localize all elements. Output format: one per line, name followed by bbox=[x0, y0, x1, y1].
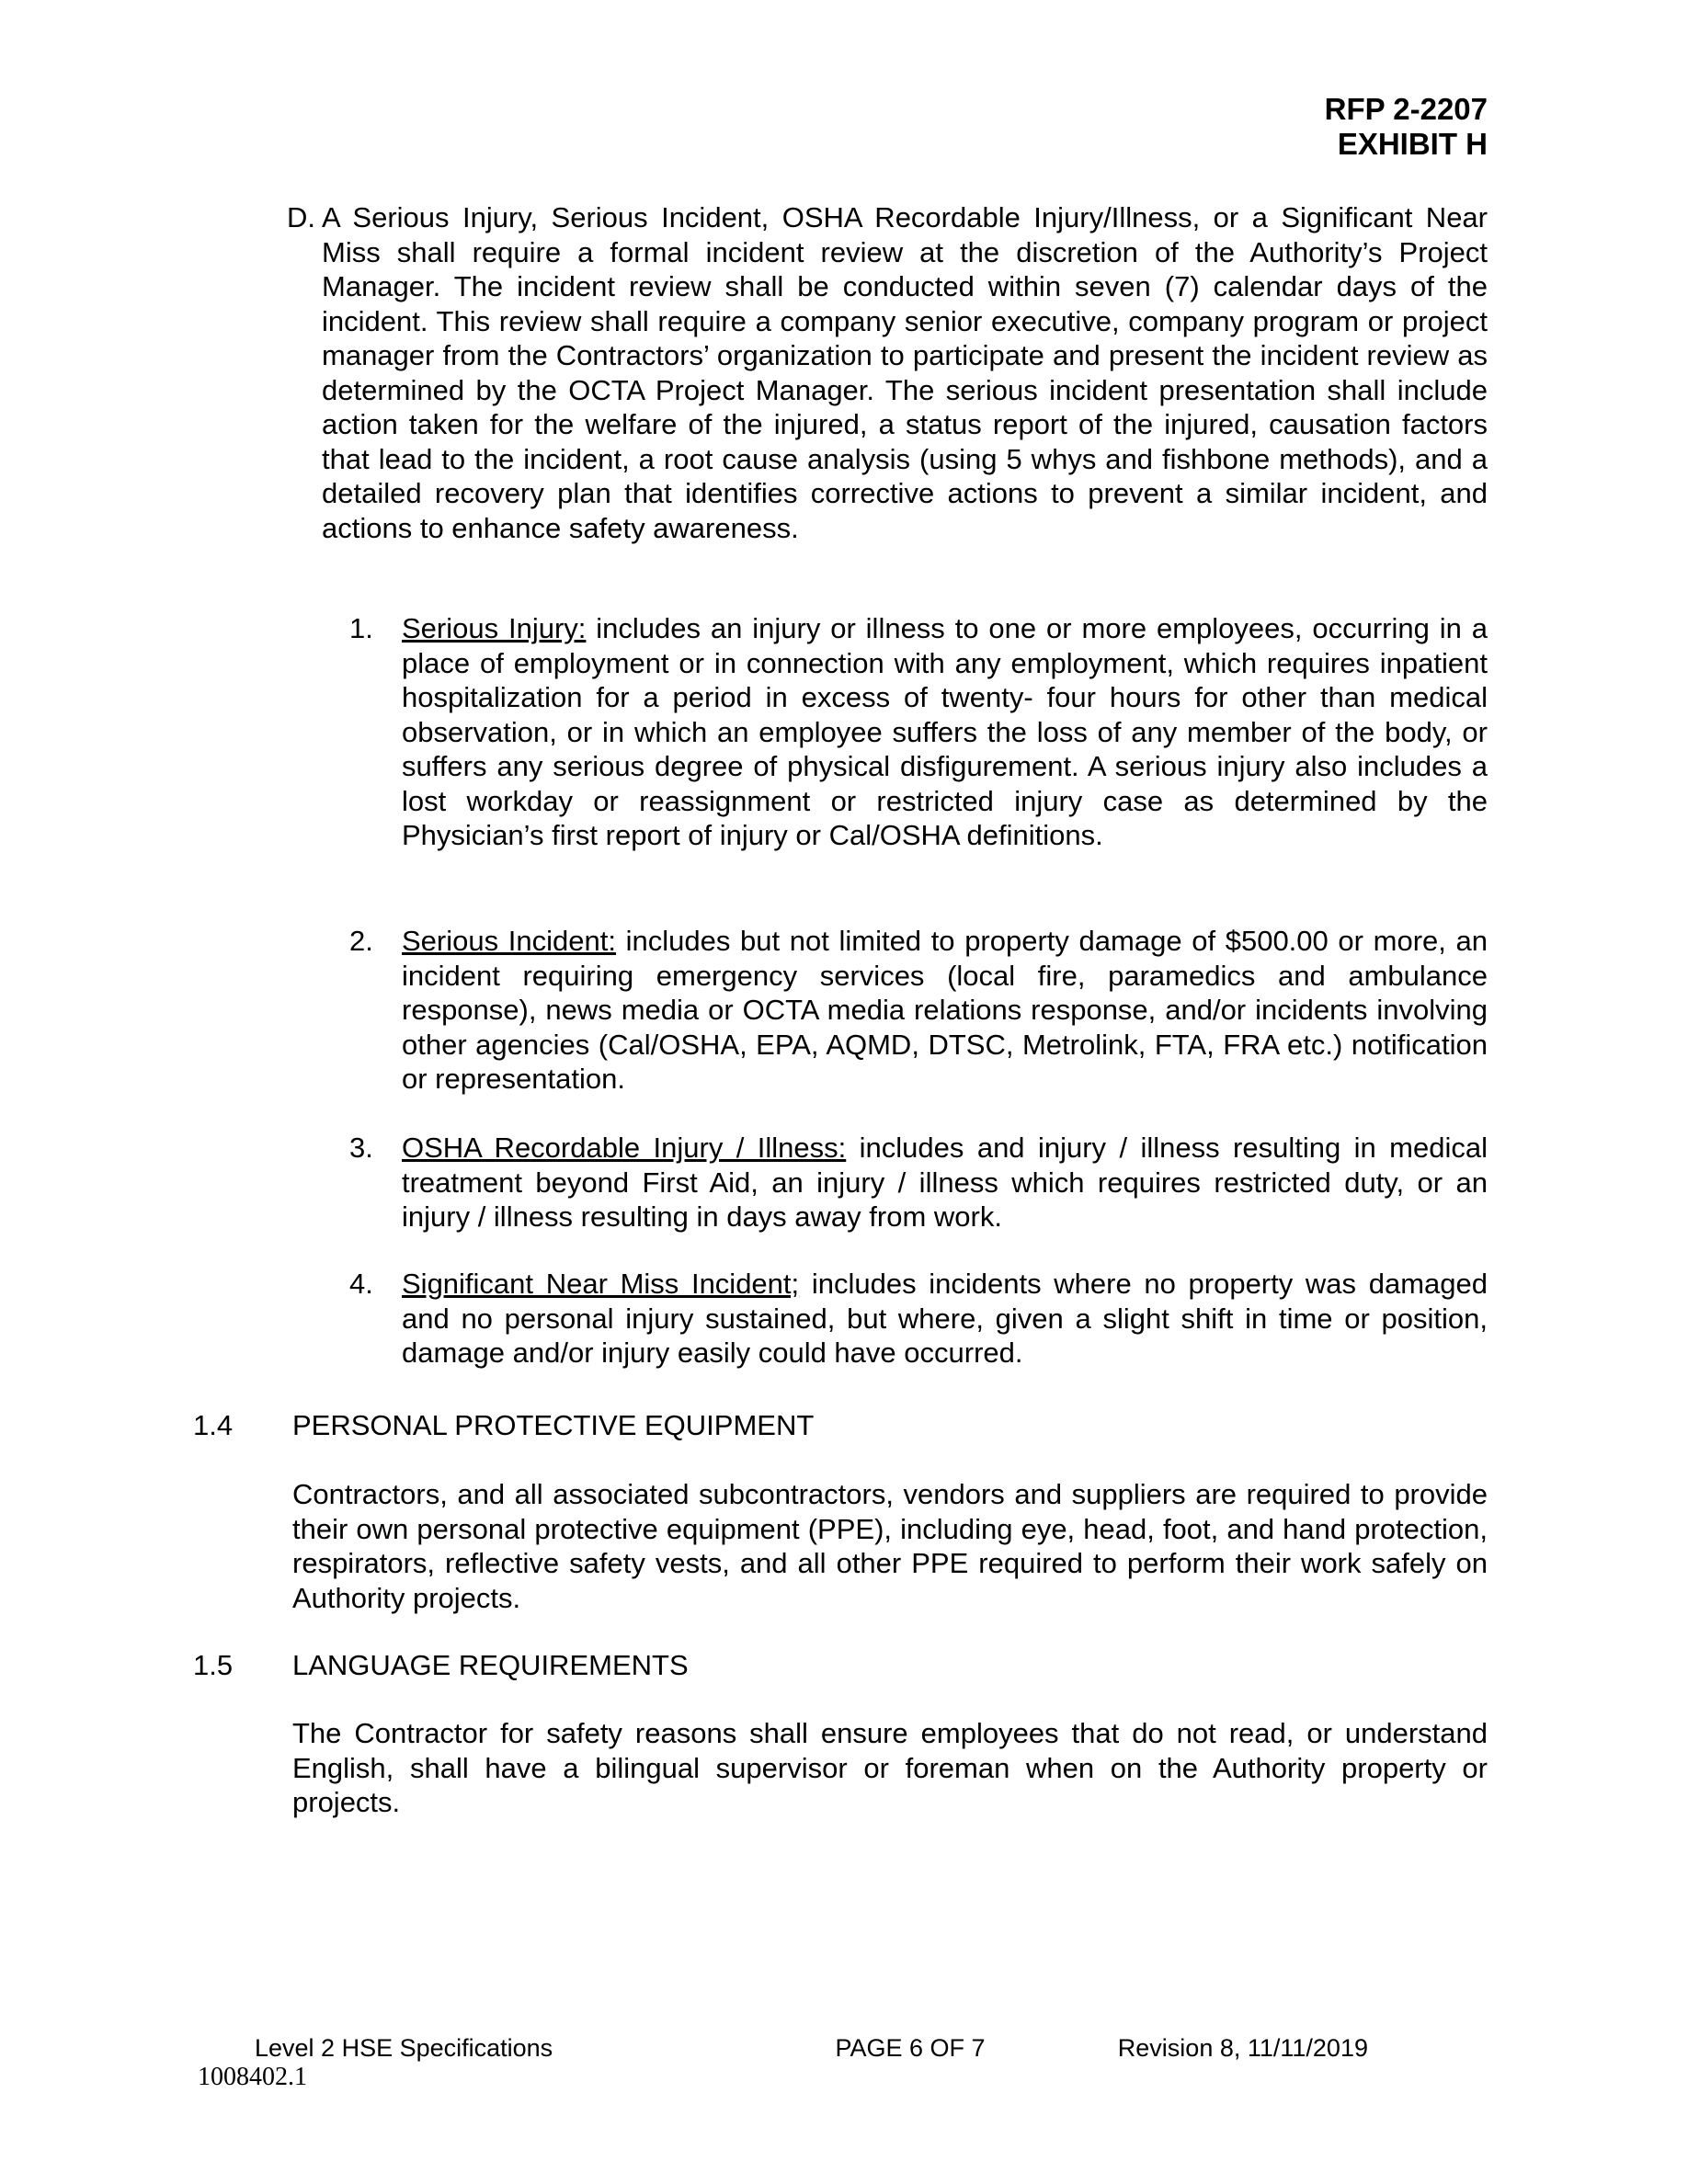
definition-number: 2. bbox=[349, 925, 373, 957]
definition-text bbox=[402, 1131, 1488, 1234]
section-title-language: LANGUAGE REQUIREMENTS bbox=[292, 1649, 689, 1681]
section-paragraph-ppe: Contractors, and all associated subcontractors, vendors and suppliers are required to provide their own personal protective equipment (PPE), including eye, head, foot, and hand protection, respirators, reflective safety vests, and all other PPE required to perform their work safely on Authority projects. bbox=[292, 1478, 1488, 1614]
definition-term: Serious Incident: bbox=[402, 925, 616, 957]
definition-number: 1. bbox=[349, 612, 373, 644]
paragraph-d-marker: D. bbox=[287, 201, 315, 233]
footer-document-title: Level 2 HSE Specifications bbox=[255, 2034, 553, 2062]
footer-doc-number: 1008402.1 bbox=[198, 2063, 307, 2091]
definition-description: includes incidents where no property was damaged and no personal injury sustained, but where, given a slight shift in time or position, damage and/or injury easily could have occurred. bbox=[402, 1268, 1488, 1369]
definition-term: Serious Injury: bbox=[402, 612, 587, 644]
paragraph-d-text: A Serious Injury, Serious Incident, OSHA Recordable Injury/Illness, or a Significant Near Miss shall require a formal incident review at the discretion of the Authority’s Project Manager. The incident review shall be conducted within seven (7) calendar days of the incident. This review shall require a company senior executive, company program or project manager from the Contractors’ organization to participate and present the incident review as determined by the OCTA Project Manager. The serious incident presentation shall include action taken for the welfare of the injured, a status report of the injured, causation factors that lead to the incident, a root cause analysis (using 5 whys and fishbone methods), and a detailed recovery plan that identifies corrective actions to prevent a similar incident, and actions to enhance safety awareness. bbox=[322, 201, 1488, 544]
header-rfp-number: RFP 2-2207 bbox=[1324, 92, 1488, 126]
definition-text bbox=[402, 611, 1488, 853]
definition-text bbox=[402, 924, 1488, 1097]
definition-number: 4. bbox=[349, 1268, 373, 1300]
footer-page-indicator: PAGE 6 OF 7 bbox=[835, 2034, 986, 2062]
definition-number: 3. bbox=[349, 1132, 373, 1164]
section-title-ppe: PERSONAL PROTECTIVE EQUIPMENT bbox=[292, 1409, 815, 1441]
definition-term: Significant Near Miss Incident; bbox=[402, 1268, 800, 1300]
definition-term: OSHA Recordable Injury / Illness: bbox=[402, 1132, 847, 1164]
definition-text bbox=[402, 1267, 1488, 1371]
document-header bbox=[1325, 92, 1488, 162]
footer-revision: Revision 8, 11/11/2019 bbox=[1117, 2034, 1368, 2062]
section-number-1-5: 1.5 bbox=[193, 1649, 234, 1681]
section-paragraph-language: The Contractor for safety reasons shall ensure employees that do not read, or understand English, shall have a bilingual supervisor or foreman when on the Authority property or projects. bbox=[292, 1717, 1488, 1818]
header-exhibit-label: EXHIBIT H bbox=[1337, 127, 1488, 161]
definition-description: includes an injury or illness to one or more employees, occurring in a place of employment or in connection with any employment, which requires inpatient hospitalization for a period in excess of twenty- four hours for other than medical observation, or in which an employee suffers the loss of any member of the body, or suffers any serious degree of physical disfigurement. A serious injury also includes a lost workday or reassignment or restricted injury case as determined by the Physician’s first report of injury or Cal/OSHA definitions. bbox=[402, 612, 1488, 851]
section-number-1-4: 1.4 bbox=[193, 1409, 234, 1441]
definition-description: includes and injury / illness resulting in medical treatment beyond First Aid, an injury / illness which requires restricted duty, or an injury / illness resulting in days away from work. bbox=[402, 1132, 1488, 1233]
definition-description: includes but not limited to property damage of $500.00 or more, an incident requiring emergency services (local fire, paramedics and ambulance response), news media or OCTA media relations response, and/or incidents involving other agencies (Cal/OSHA, EPA, AQMD, DTSC, Metrolink, FTA, FRA etc.) notification or representation. bbox=[402, 925, 1488, 1095]
